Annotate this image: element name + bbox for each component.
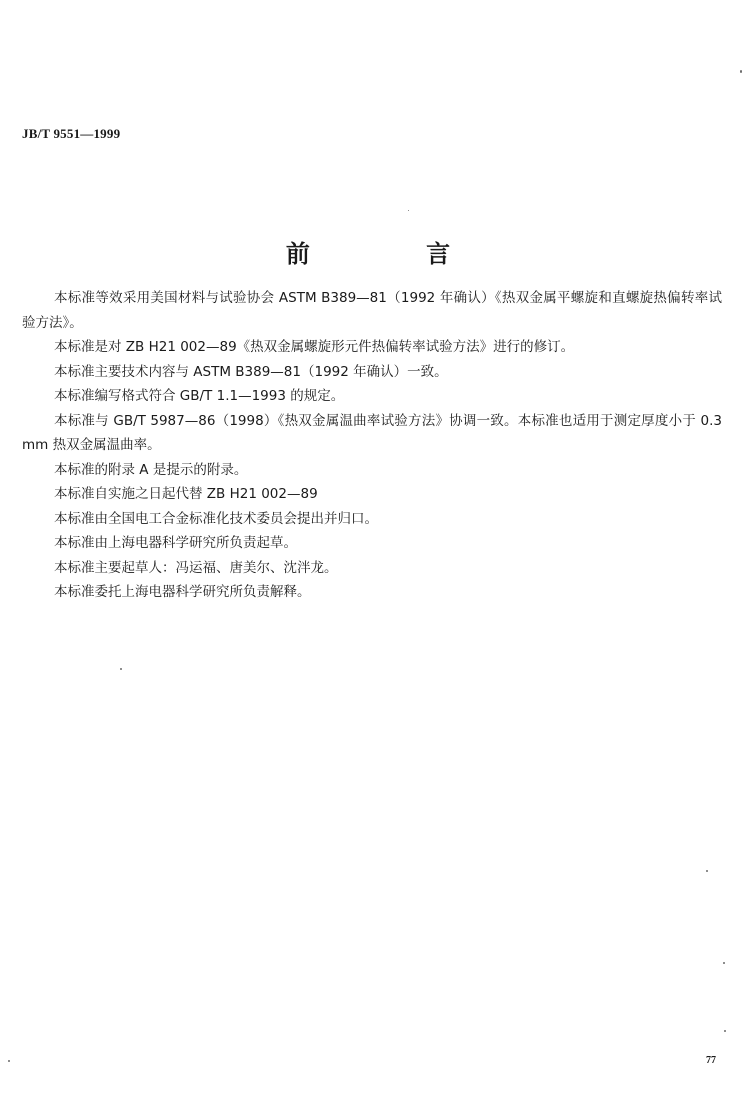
scan-speck: [120, 668, 122, 670]
paragraph-interpretation: 本标准委托上海电器科学研究所负责解释。: [54, 584, 311, 600]
paragraph-appendix: 本标准的附录 A 是提示的附录。: [54, 461, 248, 478]
paragraph-proposer: 本标准由全国电工合金标准化技术委员会提出并归口。: [54, 510, 378, 527]
scan-speck: [408, 210, 409, 211]
paragraph-consistency: 本标准主要技术内容与 ASTM B389—81（1992 年确认）一致。: [54, 363, 448, 380]
scan-speck: [706, 870, 708, 872]
paragraph-replacement: 本标准自实施之日起代替 ZB H21 002—89: [54, 486, 318, 502]
page-number: 77: [706, 1055, 716, 1066]
foreword-title: 前 言: [285, 240, 505, 268]
scan-speck: [723, 962, 725, 964]
paragraph-drafter: 本标准由上海电器科学研究所负责起草。: [54, 535, 297, 551]
paragraph-coordination: 本标准与 GB/T 5987—86（1998）《热双金属温曲率试验方法》协调一致。本标准也适用于测定厚度小于 0.3 mm 热双金属温曲率。: [22, 412, 722, 453]
paragraph-authors: 本标准主要起草人：冯运福、唐美尔、沈泮龙。: [54, 559, 338, 576]
paragraph-adoption: 本标准等效采用美国材料与试验协会 ASTM B389—81（1992 年确认）《热双金属平螺旋和直螺旋热偏转率试验方法》。: [22, 290, 722, 331]
foreword-body: [22, 286, 722, 605]
paragraph-format: 本标准编写格式符合 GB/T 1.1—1993 的规定。: [54, 388, 345, 404]
scan-speck: [8, 1060, 10, 1062]
paragraph-revision: 本标准是对 ZB H21 002—89《热双金属螺旋形元件热偏转率试验方法》进行的修订。: [54, 339, 575, 355]
scan-speck: [724, 1030, 726, 1032]
standard-code: JB/T 9551—1999: [22, 126, 121, 141]
scan-speck: [740, 70, 742, 73]
